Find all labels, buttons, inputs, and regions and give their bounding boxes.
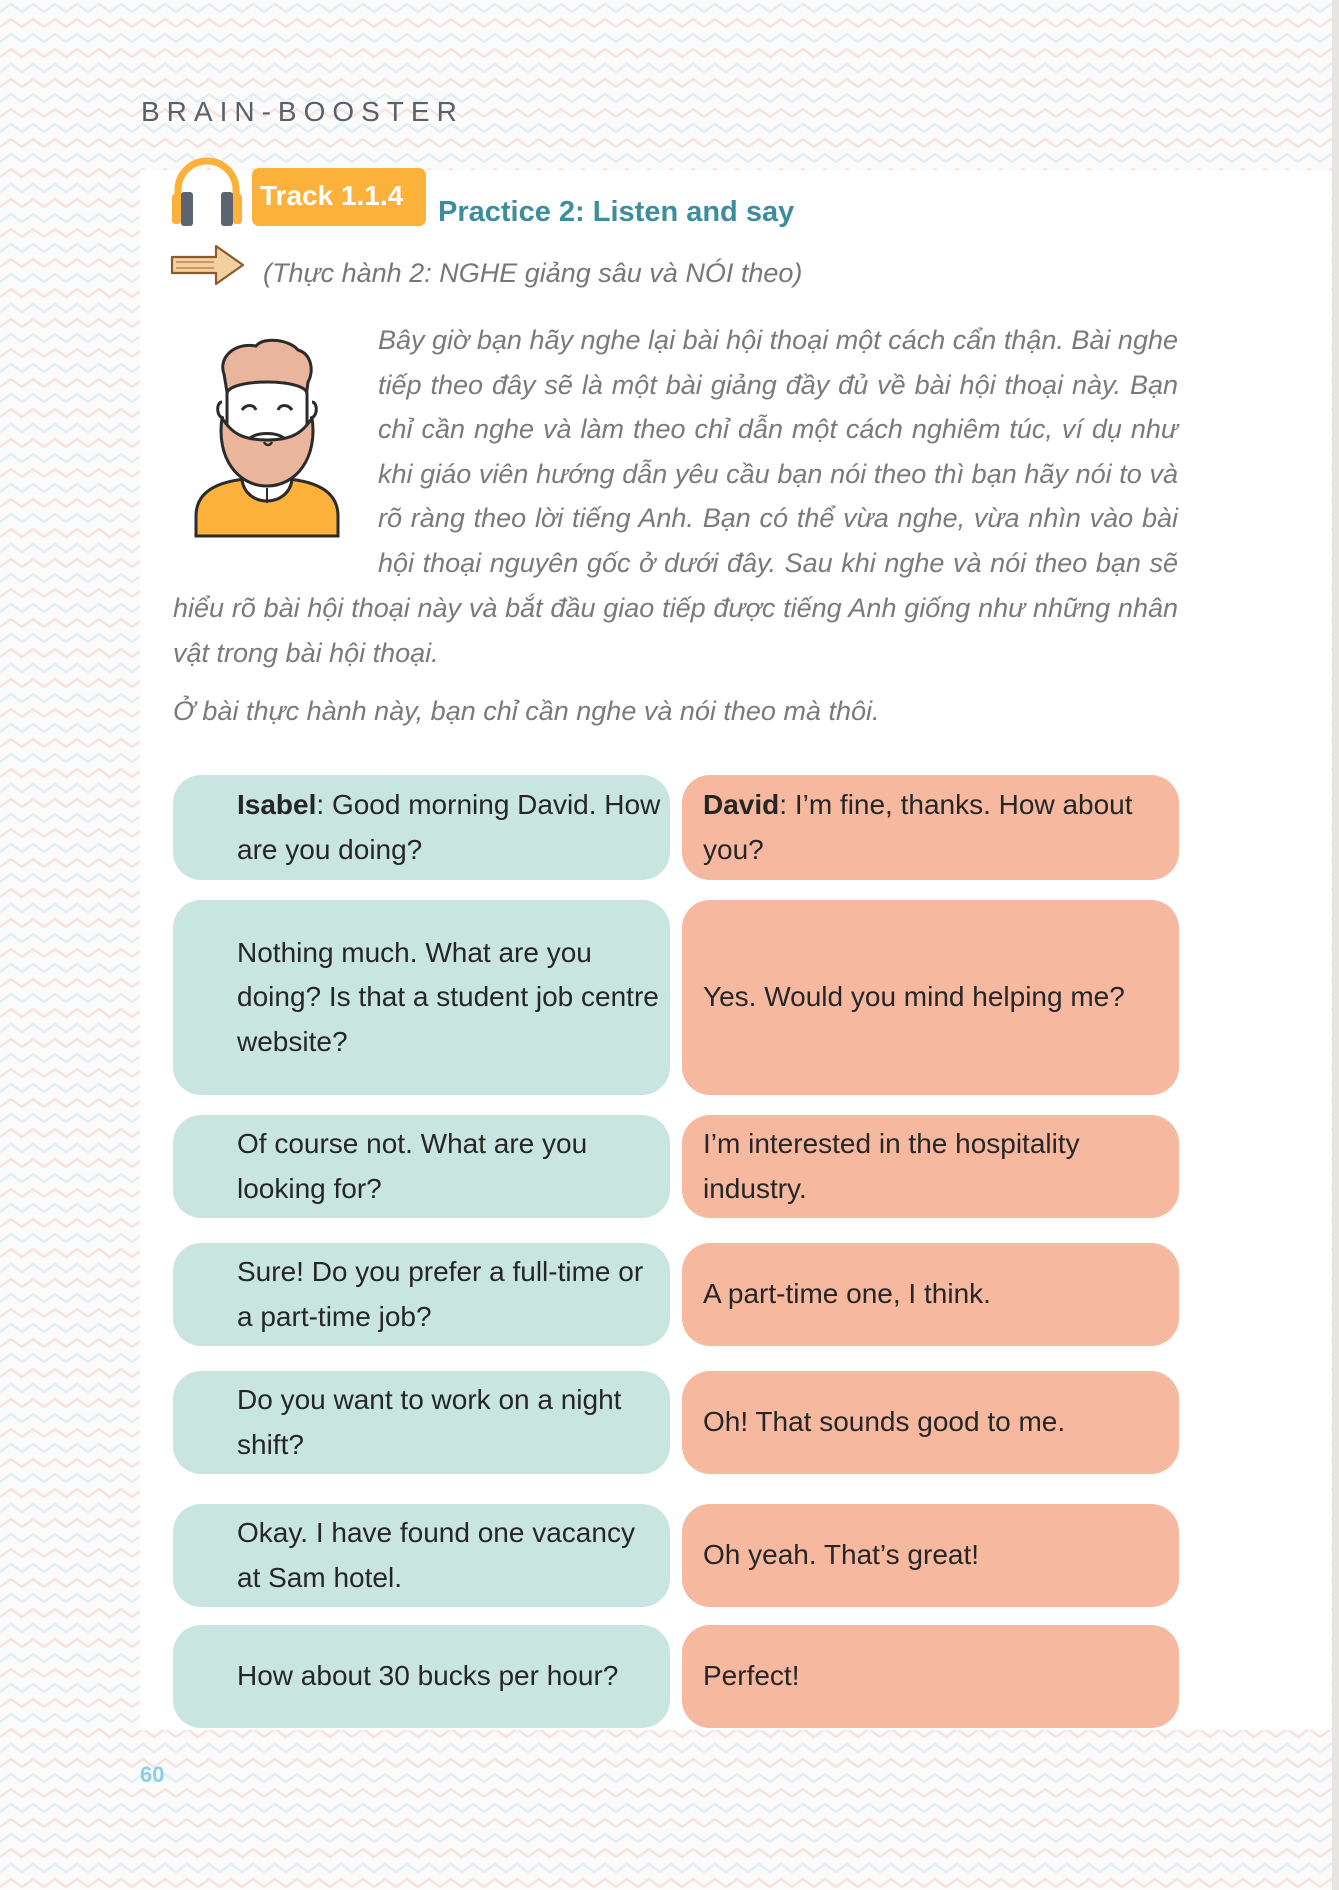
- dialogue-left-bubble: [173, 1115, 670, 1218]
- dialogue-right-bubble: David: I’m fine, thanks. How about you?: [682, 775, 1179, 880]
- dialogue-left-bubble: [173, 1504, 670, 1607]
- dialogue-text: Nothing much. What are you doing? Is that a student job centre website?: [237, 936, 659, 1057]
- speaker-name-isabel: Isabel: [237, 789, 317, 820]
- section-subtitle: (Thực hành 2: NGHE giảng sâu và NÓI theo): [263, 258, 803, 288]
- intro-line: vật trong bài hội thoại.: [173, 637, 439, 668]
- track-badge: Track 1.1.4: [252, 168, 426, 226]
- bearded-man-icon: [194, 338, 340, 538]
- dialogue-text: Of course not. What are you looking for?: [237, 1128, 588, 1204]
- intro-paragraph-wrapped: [378, 318, 1178, 585]
- dialogue-right-bubble: [682, 1243, 1179, 1346]
- dialogue-text: A part-time one, I think.: [703, 1278, 991, 1310]
- dialogue-text: Yes. Would you mind helping me?: [703, 981, 1125, 1013]
- dialogue-right-bubble: [682, 1504, 1179, 1607]
- dialogue-text: Sure! Do you prefer a full-time or a part-time job?: [237, 1256, 644, 1332]
- intro-line: Bây giờ bạn hãy nghe lại bài hội thoại một cách cẩn thận. Bài nghe: [378, 325, 1178, 355]
- dialogue-text: Good morning David. How are you doing?: [237, 789, 661, 865]
- dialogue-left-bubble: [173, 1371, 670, 1474]
- dialogue-text: How about 30 bucks per hour?: [237, 1660, 619, 1692]
- dialogue-text: I’m interested in the hospitality industry.: [703, 1128, 1080, 1204]
- dialogue-left-bubble: Isabel: Good morning David. How are you doing?: [173, 775, 670, 880]
- intro-line: hiểu rõ bài hội thoại này và bắt đầu giao tiếp được tiếng Anh giống như những nhân: [173, 593, 1178, 623]
- dialogue-left-bubble: [173, 1243, 670, 1346]
- dialogue-right-bubble: [682, 1115, 1179, 1218]
- dialogue-text: Okay. I have found one vacancy at Sam hotel.: [237, 1517, 635, 1593]
- page-edge: [1332, 0, 1339, 1890]
- dialogue-left-bubble: [173, 900, 670, 1095]
- dialogue-text: Do you want to work on a night shift?: [237, 1384, 622, 1460]
- speaker-name-david: David: [703, 789, 780, 820]
- dialogue-text: Perfect!: [703, 1660, 800, 1692]
- running-head: BRAIN-BOOSTER: [141, 96, 464, 127]
- intro-paragraph-full: [173, 586, 1178, 675]
- section-title: Practice 2: Listen and say: [438, 196, 795, 228]
- intro-line: tiếp theo đây sẽ là một bài giảng đầy đủ về bài hội thoại này. Bạn: [378, 369, 1178, 400]
- page-number: 60: [140, 1762, 165, 1787]
- intro-note: Ở bài thực hành này, bạn chỉ cần nghe và nói theo mà thôi.: [173, 696, 880, 726]
- intro-line: hội thoại nguyên gốc ở dưới đây. Sau khi nghe và nói theo bạn sẽ: [378, 547, 1178, 578]
- dialogue-left-bubble: [173, 1625, 670, 1728]
- intro-line: rõ ràng theo lời tiếng Anh. Bạn có thể vừa nghe, vừa nhìn vào bài: [378, 503, 1178, 533]
- dialogue-right-bubble: [682, 1371, 1179, 1474]
- arrow-right-icon: [170, 243, 246, 287]
- headphones-icon: [168, 152, 246, 230]
- dialogue-text: Oh! That sounds good to me.: [703, 1406, 1066, 1438]
- intro-line: khi giáo viên hướng dẫn yêu cầu bạn nói theo thì bạn hãy nói to và: [378, 458, 1178, 489]
- intro-line: chỉ cần nghe và làm theo chỉ dẫn một cách nghiêm túc, ví dụ như: [378, 414, 1178, 444]
- dialogue-right-bubble: [682, 900, 1179, 1095]
- dialogue-text: I’m fine, thanks. How about you?: [703, 789, 1133, 865]
- dialogue-text: Oh yeah. That’s great!: [703, 1539, 980, 1571]
- dialogue-right-bubble: [682, 1625, 1179, 1728]
